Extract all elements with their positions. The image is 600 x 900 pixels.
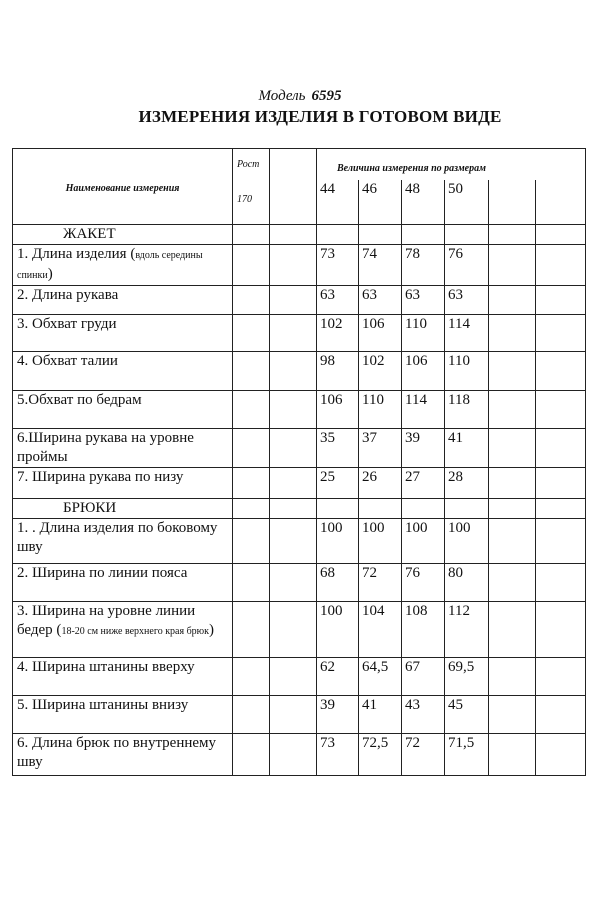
header-name-cell: Наименование измерения [13, 149, 233, 225]
measurements-table [12, 148, 586, 776]
measurement-name-text: 5.Обхват по бедрам [17, 392, 142, 408]
value-cell: 118 [445, 391, 489, 429]
value-cell: 110 [359, 391, 402, 429]
empty-cell [489, 468, 536, 499]
value-cell: 71,5 [445, 734, 489, 776]
empty-cell [536, 658, 586, 696]
empty-cell [489, 315, 536, 352]
empty-cell [233, 499, 270, 519]
measurement-name-text: 1. Длина изделия ( [17, 246, 136, 262]
value-cell: 39 [402, 429, 445, 468]
value-cell: 106 [317, 391, 359, 429]
empty-cell [233, 245, 270, 286]
empty-cell [489, 352, 536, 391]
empty-cell [489, 245, 536, 286]
value-cell: 25 [317, 468, 359, 499]
model-line [0, 88, 600, 105]
measurement-name-end: ) [209, 622, 215, 638]
value-cell: 100 [317, 519, 359, 564]
empty-cell [233, 696, 270, 734]
model-number: 6595 [311, 88, 342, 104]
value-cell: 64,5 [359, 658, 402, 696]
measurement-name-text: 6.Ширина рукава на уровне проймы [17, 430, 194, 465]
table-header-row [13, 149, 586, 180]
measurement-name [13, 564, 233, 602]
value-cell: 72 [402, 734, 445, 776]
value-cell: 114 [445, 315, 489, 352]
value-cell: 68 [317, 564, 359, 602]
value-cell: 78 [402, 245, 445, 286]
measurement-name [13, 696, 233, 734]
value-cell: 63 [359, 286, 402, 315]
measurement-name-end: ) [47, 266, 53, 282]
header-sizes-label: Величина измерения по размерам [317, 149, 586, 180]
size-cell: 44 [317, 180, 359, 225]
empty-cell [359, 499, 402, 519]
measurement-name-text: 4. Ширина штанины вверху [17, 659, 195, 675]
section-title: ЖАКЕТ [13, 225, 233, 245]
empty-cell [359, 225, 402, 245]
value-cell: 80 [445, 564, 489, 602]
empty-cell [489, 696, 536, 734]
header-rost-cell [233, 149, 270, 225]
empty-cell [270, 429, 317, 468]
value-cell: 100 [359, 519, 402, 564]
measurement-name-text: 7. Ширина рукава по низу [17, 469, 184, 485]
measurement-name-text: 1. . Длина изделия по боковому шву [17, 520, 218, 555]
model-label: Модель [258, 88, 306, 104]
section-title: БРЮКИ [13, 499, 233, 519]
measurement-name-text: 4. Обхват талии [17, 353, 118, 369]
rost-label: Рост [237, 159, 260, 170]
value-cell: 72 [359, 564, 402, 602]
empty-cell [489, 734, 536, 776]
empty-cell [270, 286, 317, 315]
value-cell: 102 [359, 352, 402, 391]
value-cell: 76 [402, 564, 445, 602]
empty-cell [536, 245, 586, 286]
measurement-name [13, 391, 233, 429]
empty-cell [489, 429, 536, 468]
empty-cell [536, 180, 586, 225]
value-cell: 98 [317, 352, 359, 391]
value-cell: 72,5 [359, 734, 402, 776]
measurement-name [13, 315, 233, 352]
section-row [13, 499, 586, 519]
table-row [13, 352, 586, 391]
value-cell: 110 [402, 315, 445, 352]
empty-cell [233, 658, 270, 696]
value-cell: 114 [402, 391, 445, 429]
value-cell: 63 [317, 286, 359, 315]
empty-cell [270, 352, 317, 391]
empty-cell [536, 602, 586, 658]
empty-cell [270, 696, 317, 734]
value-cell: 100 [445, 519, 489, 564]
measurement-name [13, 602, 233, 658]
table-row [13, 245, 586, 286]
value-cell: 43 [402, 696, 445, 734]
empty-cell [489, 499, 536, 519]
measurement-name [13, 519, 233, 564]
empty-cell [489, 602, 536, 658]
empty-cell [489, 391, 536, 429]
table-row [13, 519, 586, 564]
header-empty-cell [270, 149, 317, 225]
empty-cell [270, 225, 317, 245]
size-cell: 50 [445, 180, 489, 225]
value-cell: 100 [317, 602, 359, 658]
value-cell: 104 [359, 602, 402, 658]
empty-cell [536, 286, 586, 315]
empty-cell [233, 391, 270, 429]
empty-cell [270, 245, 317, 286]
measurement-name [13, 245, 233, 286]
empty-cell [233, 602, 270, 658]
empty-cell [402, 225, 445, 245]
empty-cell [536, 499, 586, 519]
empty-cell [536, 564, 586, 602]
empty-cell [402, 499, 445, 519]
value-cell: 35 [317, 429, 359, 468]
empty-cell [489, 286, 536, 315]
value-cell: 41 [359, 696, 402, 734]
empty-cell [445, 499, 489, 519]
empty-cell [233, 429, 270, 468]
empty-cell [270, 734, 317, 776]
measurement-name-text: 2. Ширина по линии пояса [17, 565, 188, 581]
value-cell: 67 [402, 658, 445, 696]
value-cell: 76 [445, 245, 489, 286]
table-row [13, 468, 586, 499]
empty-cell [536, 225, 586, 245]
empty-cell [489, 658, 536, 696]
measurement-name-text: 2. Длина рукава [17, 287, 119, 303]
table-row [13, 696, 586, 734]
empty-cell [536, 429, 586, 468]
empty-cell [270, 499, 317, 519]
empty-cell [536, 315, 586, 352]
measurement-name-text: 3. Обхват груди [17, 316, 117, 332]
measurement-note: 18-20 см ниже верхнего края брюк [61, 626, 210, 637]
empty-cell [270, 602, 317, 658]
value-cell: 108 [402, 602, 445, 658]
empty-cell [536, 391, 586, 429]
empty-cell [489, 180, 536, 225]
table-row [13, 564, 586, 602]
section-row [13, 225, 586, 245]
table-row [13, 391, 586, 429]
empty-cell [270, 564, 317, 602]
measurement-note: вдоль середины спинки [17, 250, 203, 281]
table-row [13, 286, 586, 315]
empty-cell [536, 734, 586, 776]
value-cell: 63 [445, 286, 489, 315]
value-cell: 69,5 [445, 658, 489, 696]
empty-cell [270, 468, 317, 499]
value-cell: 27 [402, 468, 445, 499]
empty-cell [536, 696, 586, 734]
value-cell: 100 [402, 519, 445, 564]
empty-cell [270, 391, 317, 429]
empty-cell [536, 519, 586, 564]
value-cell: 73 [317, 245, 359, 286]
measurement-name [13, 658, 233, 696]
empty-cell [317, 225, 359, 245]
empty-cell [536, 468, 586, 499]
empty-cell [233, 315, 270, 352]
empty-cell [233, 564, 270, 602]
measurement-name [13, 468, 233, 499]
value-cell: 102 [317, 315, 359, 352]
measurement-name [13, 429, 233, 468]
empty-cell [489, 564, 536, 602]
measurement-name-text: 5. Ширина штанины внизу [17, 697, 189, 713]
table-row [13, 658, 586, 696]
measurement-name [13, 286, 233, 315]
empty-cell [233, 519, 270, 564]
size-cell: 48 [402, 180, 445, 225]
empty-cell [489, 225, 536, 245]
value-cell: 63 [402, 286, 445, 315]
table-row [13, 734, 586, 776]
value-cell: 45 [445, 696, 489, 734]
measurement-name [13, 734, 233, 776]
empty-cell [489, 519, 536, 564]
value-cell: 110 [445, 352, 489, 391]
empty-cell [233, 286, 270, 315]
measurement-name-text: 3. Ширина на уровне линии бедер ( [17, 603, 196, 638]
value-cell: 39 [317, 696, 359, 734]
empty-cell [233, 468, 270, 499]
empty-cell [233, 225, 270, 245]
empty-cell [233, 734, 270, 776]
value-cell: 28 [445, 468, 489, 499]
measurement-name [13, 352, 233, 391]
page-title: ИЗМЕРЕНИЯ ИЗДЕЛИЯ В ГОТОВОМ ВИДЕ [138, 107, 502, 126]
table-row [13, 315, 586, 352]
value-cell: 106 [402, 352, 445, 391]
table-row [13, 429, 586, 468]
empty-cell [317, 499, 359, 519]
value-cell: 26 [359, 468, 402, 499]
empty-cell [445, 225, 489, 245]
empty-cell [270, 315, 317, 352]
value-cell: 73 [317, 734, 359, 776]
value-cell: 37 [359, 429, 402, 468]
empty-cell [270, 658, 317, 696]
measurement-name-text: 6. Длина брюк по внутреннему шву [17, 735, 217, 770]
value-cell: 41 [445, 429, 489, 468]
value-cell: 106 [359, 315, 402, 352]
empty-cell [233, 352, 270, 391]
value-cell: 74 [359, 245, 402, 286]
rost-value: 170 [237, 194, 252, 205]
value-cell: 62 [317, 658, 359, 696]
empty-cell [270, 519, 317, 564]
table-row [13, 602, 586, 658]
value-cell: 112 [445, 602, 489, 658]
size-cell: 46 [359, 180, 402, 225]
empty-cell [536, 352, 586, 391]
